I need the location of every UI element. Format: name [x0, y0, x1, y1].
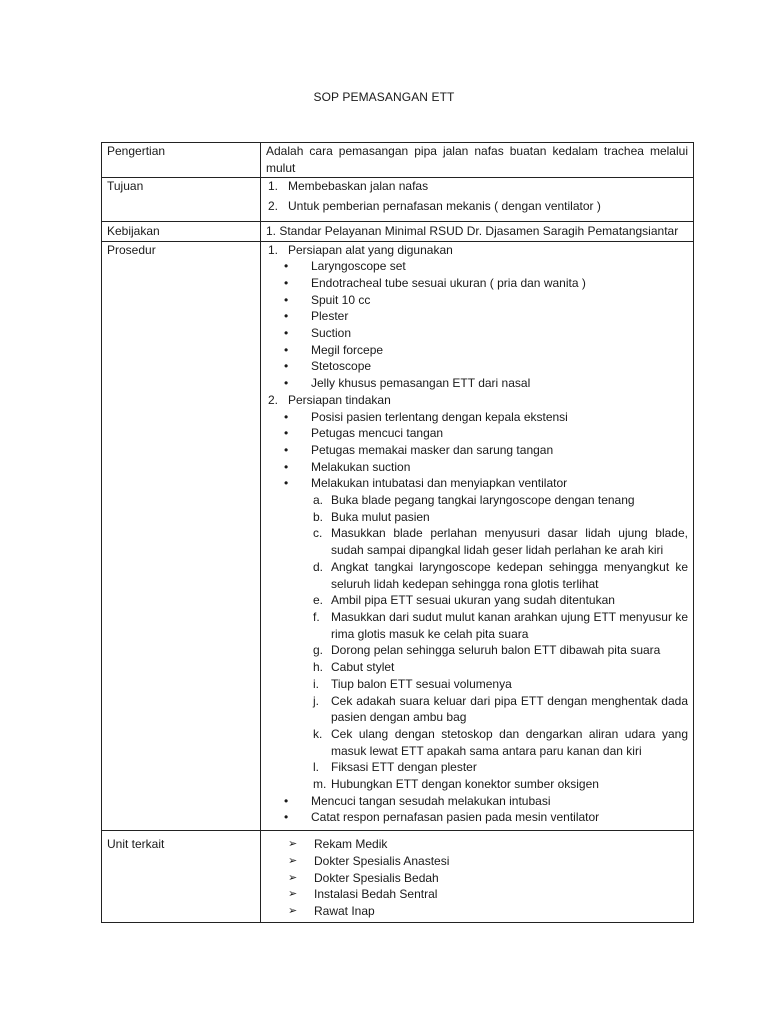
intubation-step: l. Fiksasi ETT dengan plester — [313, 760, 477, 775]
tujuan-item: 1. Membebaskan jalan nafas — [268, 179, 429, 194]
intubation-step: h. Cabut stylet — [313, 660, 395, 675]
kebijakan-text: 1. Standar Pelayanan Minimal RSUD Dr. Djasamen Saragih Pematangsiantar — [266, 223, 679, 238]
intubation-step: k. Cek ulang dengan stetoskop dan dengarkan aliran udara yang masuk lewat ETT apakah sama antara paru kanan dan kiri — [313, 726, 688, 758]
arrow-right-icon: ➢ — [288, 904, 298, 917]
prosedur-section-1: 1. Persiapan alat yang digunakan — [268, 242, 453, 257]
arrow-right-icon: ➢ — [288, 838, 298, 851]
unit-item: ➢ Rekam Medik — [288, 837, 388, 852]
label-prosedur: Prosedur — [102, 241, 261, 831]
intubation-step: c. Masukkan blade perlahan menyusuri dasar lidah ujung blade, sudah sampai dipangkal lidah geser lidah perlahan ke arah kiri — [313, 526, 688, 558]
alat-item: • Laryngoscope set — [284, 259, 406, 274]
alat-item: • Plester — [284, 309, 349, 324]
intubation-step: i. Tiup balon ETT sesuai volumenya — [313, 676, 512, 691]
label-pengertian: Pengertian — [102, 143, 261, 178]
unit-item: ➢ Dokter Spesialis Anastesi — [288, 853, 450, 868]
sop-table — [101, 142, 694, 923]
tindakan-item: • Melakukan intubatasi dan menyiapkan ventilator — [284, 476, 568, 491]
alat-item: • Spuit 10 cc — [284, 292, 371, 307]
intubation-step: g. Dorong pelan sehingga seluruh balon ETT dibawah pita suara — [313, 643, 661, 658]
unit-item: ➢ Dokter Spesialis Bedah — [288, 870, 439, 885]
tujuan-item: 2. Untuk pemberian pernafasan mekanis ( dengan ventilator ) — [268, 199, 601, 214]
row-pengertian — [102, 143, 694, 178]
kebijakan-content — [261, 221, 694, 241]
intubation-step: b. Buka mulut pasien — [313, 509, 430, 524]
tujuan-content — [261, 178, 694, 221]
arrow-right-icon: ➢ — [288, 871, 298, 884]
tindakan-item: • Melakukan suction — [284, 459, 411, 474]
alat-item: • Megil forcepe — [284, 342, 384, 357]
tindakan-item: • Posisi pasien terlentang dengan kepala ekstensi — [284, 409, 568, 424]
intubation-step: f. Masukkan dari sudut mulut kanan arahkan ujung ETT menyusur ke rima glotis masuk ke celah pita suara — [313, 609, 688, 641]
unit-content — [261, 831, 694, 923]
after-item: • Mencuci tangan sesudah melakukan intubasi — [284, 793, 551, 808]
after-item: • Catat respon pernafasan pasien pada mesin ventilator — [284, 810, 600, 825]
prosedur-content — [261, 241, 694, 831]
prosedur-section-2: 2. Persiapan tindakan — [268, 392, 391, 407]
row-tujuan — [102, 178, 694, 221]
alat-item: • Endotracheal tube sesuai ukuran ( pria dan wanita ) — [284, 275, 586, 290]
unit-item: ➢ Rawat Inap — [288, 903, 375, 918]
arrow-right-icon: ➢ — [288, 854, 298, 867]
intubation-step: a. Buka blade pegang tangkai laryngoscope dengan tenang — [313, 493, 635, 508]
label-tujuan: Tujuan — [102, 178, 261, 221]
pengertian-text: Adalah cara pemasangan pipa jalan nafas buatan kedalam trachea melalui mulut — [261, 143, 694, 178]
intubation-step: e. Ambil pipa ETT sesuai ukuran yang sudah ditentukan — [313, 593, 615, 608]
row-prosedur — [102, 241, 694, 831]
row-unit-terkait — [102, 831, 694, 923]
intubation-step: d. Angkat tangkai laryngoscope kedepan sehingga menyangkut ke seluruh lidah kedepan sehingga rona glotis terlihat — [313, 559, 688, 591]
label-unit-terkait: Unit terkait — [102, 831, 261, 923]
label-kebijakan: Kebijakan — [102, 221, 261, 241]
tindakan-item: • Petugas mencuci tangan — [284, 426, 444, 441]
alat-item: • Jelly khusus pemasangan ETT dari nasal — [284, 376, 531, 391]
alat-item: • Stetoscope — [284, 359, 372, 374]
alat-item: • Suction — [284, 326, 352, 341]
unit-item: ➢ Instalasi Bedah Sentral — [288, 887, 438, 902]
intubation-step: m. Hubungkan ETT dengan konektor sumber oksigen — [313, 777, 599, 792]
arrow-right-icon: ➢ — [288, 888, 298, 901]
intubation-step: j. Cek adakah suara keluar dari pipa ETT dengan menghentak dada pasien dengan ambu bag — [313, 693, 688, 725]
row-kebijakan — [102, 221, 694, 241]
tindakan-item: • Petugas memakai masker dan sarung tangan — [284, 442, 554, 457]
document-title: SOP PEMASANGAN ETT — [313, 90, 455, 104]
